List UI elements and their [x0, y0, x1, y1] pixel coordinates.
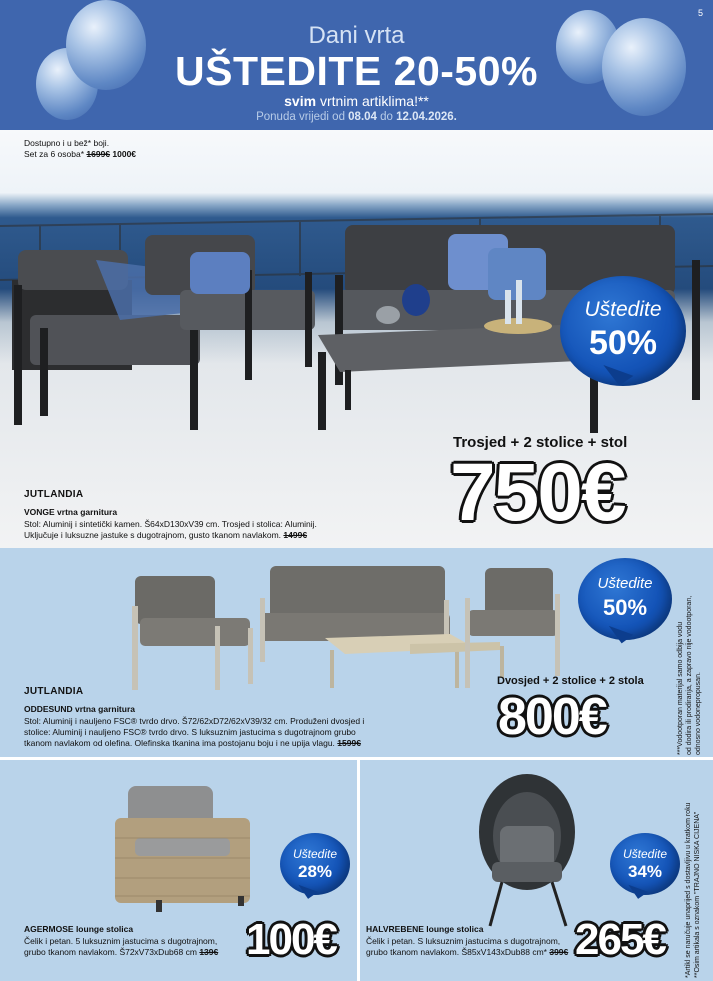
page-number: 5: [697, 8, 703, 18]
validity-mid: do: [376, 111, 397, 123]
vonge-price: 750€: [450, 447, 625, 538]
oddesund-brand: JUTLANDIA: [24, 686, 84, 697]
vonge-savings-percent: 50%: [588, 324, 658, 362]
validity-to: 12.04.2026.: [396, 111, 457, 123]
waterproof-note-line2: od dodira ili prodiranja, a zapravo nije vodootporan,: [686, 595, 693, 755]
offer-header: [0, 0, 713, 130]
validity-prefix: Ponuda vrijedi od: [256, 111, 349, 123]
agermose-savings-label: Uštedite: [292, 847, 338, 861]
halvrebene-desc-line2: [366, 947, 596, 958]
halvrebene-savings-badge: [610, 833, 680, 895]
oddesund-savings-percent: 50%: [602, 595, 648, 620]
vonge-product-name: VONGE vrtna garnitura: [24, 507, 118, 517]
order-footnote: [684, 803, 702, 978]
vonge-savings-label: Uštedite: [584, 298, 662, 321]
vonge-note-line2: [24, 149, 136, 160]
vonge-desc-line2-text: Uključuje i luksuzne jastuke s dugotrajnom, gusto tkanom navlakom.: [24, 530, 282, 540]
oddesund-desc-line1: Stol: Aluminij i nauljeno FSC® tvrdo drvo. Š72/62xD72/62xV39/32 cm. Produženi dvosjed i: [24, 716, 365, 726]
offer-headline: UŠTEDITE 20-50%: [175, 48, 538, 94]
vonge-savings-badge: [560, 276, 686, 386]
halvrebene-section: [360, 760, 713, 981]
vonge-note-new-price: 1000€: [110, 149, 137, 159]
halvrebene-savings-label: Uštedite: [622, 847, 668, 861]
oddesund-old-price: 1599€: [337, 738, 361, 748]
agermose-old-price: 139€: [199, 947, 219, 957]
halvrebene-savings-percent: 34%: [627, 862, 663, 881]
vonge-desc-line1: Stol: Aluminij i sintetički kamen. Š64xD130xV39 cm. Trosjed i stolica: Aluminij.: [24, 519, 317, 529]
oddesund-section: [0, 548, 713, 760]
order-note-line1: *Artikl se naručuje unaprijed s dostavljivu u kratkom roku: [685, 802, 692, 978]
agermose-desc-line2: [24, 947, 254, 958]
oddesund-desc-line3-text: tkanom navlakom od olefina. Olefinska tkanina ima postojanu boju i ne upija vlagu.: [24, 738, 335, 748]
vonge-set-label: Trosjed + 2 stolice + stol: [453, 434, 628, 451]
vonge-section: [0, 130, 713, 548]
vonge-brand: JUTLANDIA: [24, 489, 84, 500]
validity-from: 08.04: [348, 111, 377, 123]
agermose-savings-percent: 28%: [297, 862, 333, 881]
vonge-note-line1: Dostupno i u bež* boji.: [24, 138, 110, 148]
vonge-note-set: Set za 6 osoba*: [24, 149, 87, 159]
oddesund-product-name: ODDESUND vrtna garnitura: [24, 704, 135, 714]
agermose-section: [0, 760, 357, 981]
halvrebene-desc-line1: Čelik i petan. S luksuznim jastucima s dugotrajnom,: [366, 936, 561, 946]
halvrebene-product-desc: [366, 936, 596, 958]
halvrebene-product-photo: [472, 770, 582, 930]
agermose-product-desc: [24, 936, 254, 958]
oddesund-desc-line3: [24, 738, 424, 749]
waterproof-footnote: [676, 596, 703, 755]
halvrebene-price: 265€: [575, 915, 665, 964]
offer-subtitle-bold: svim: [284, 93, 317, 109]
offer-subtitle-rest: vrtnim artiklima!**: [316, 93, 429, 109]
vonge-note-old-price: 1699€: [86, 149, 111, 159]
order-note-line2: **Osim artikala s oznakom "TRAJNO NISKA CIJENA": [694, 811, 701, 978]
offer-validity: [0, 111, 713, 123]
halvrebene-old-price: 399€: [549, 947, 569, 957]
oddesund-set-label: Dvosjed + 2 stolice + 2 stola: [497, 675, 644, 687]
oddesund-savings-label: Uštedite: [597, 575, 653, 592]
vonge-product-desc: [24, 519, 444, 541]
waterproof-note-line3: odnosno vodonepropusan.: [695, 672, 702, 755]
vonge-old-price: 1499€: [283, 530, 308, 540]
waterproof-note-line1: ***Vodootporan materijal samo odbija vodu: [677, 621, 684, 755]
offer-title: Dani vrta: [308, 22, 405, 49]
agermose-savings-badge: [280, 833, 350, 895]
agermose-desc-line1: Čelik i petan. 5 luksuznim jastucima s dugotrajnom,: [24, 936, 218, 946]
oddesund-desc-line2: stolice: Aluminij i nauljeno FSC® tvrdo drvo. S luksuznim jastucima s dugotrajnom grubo: [24, 727, 356, 737]
oddesund-product-desc: [24, 716, 424, 749]
halvrebene-desc-line2-text: grubo tkanom navlakom. Š85xV143xDub88 cm*: [366, 947, 547, 957]
agermose-product-photo: [110, 778, 260, 918]
agermose-product-name: AGERMOSE lounge stolica: [24, 924, 134, 934]
halvrebene-product-name: HALVREBENE lounge stolica: [366, 924, 484, 934]
offer-subtitle: [0, 93, 713, 109]
agermose-desc-line2-text: grubo tkanom navlakom. Š72xV73xDub68 cm: [24, 947, 197, 957]
vonge-availability-note: [24, 138, 136, 160]
vonge-desc-line2: [24, 530, 444, 541]
oddesund-savings-badge: [578, 558, 672, 640]
oddesund-price: 800€: [498, 688, 606, 746]
agermose-price: 100€: [246, 915, 336, 964]
